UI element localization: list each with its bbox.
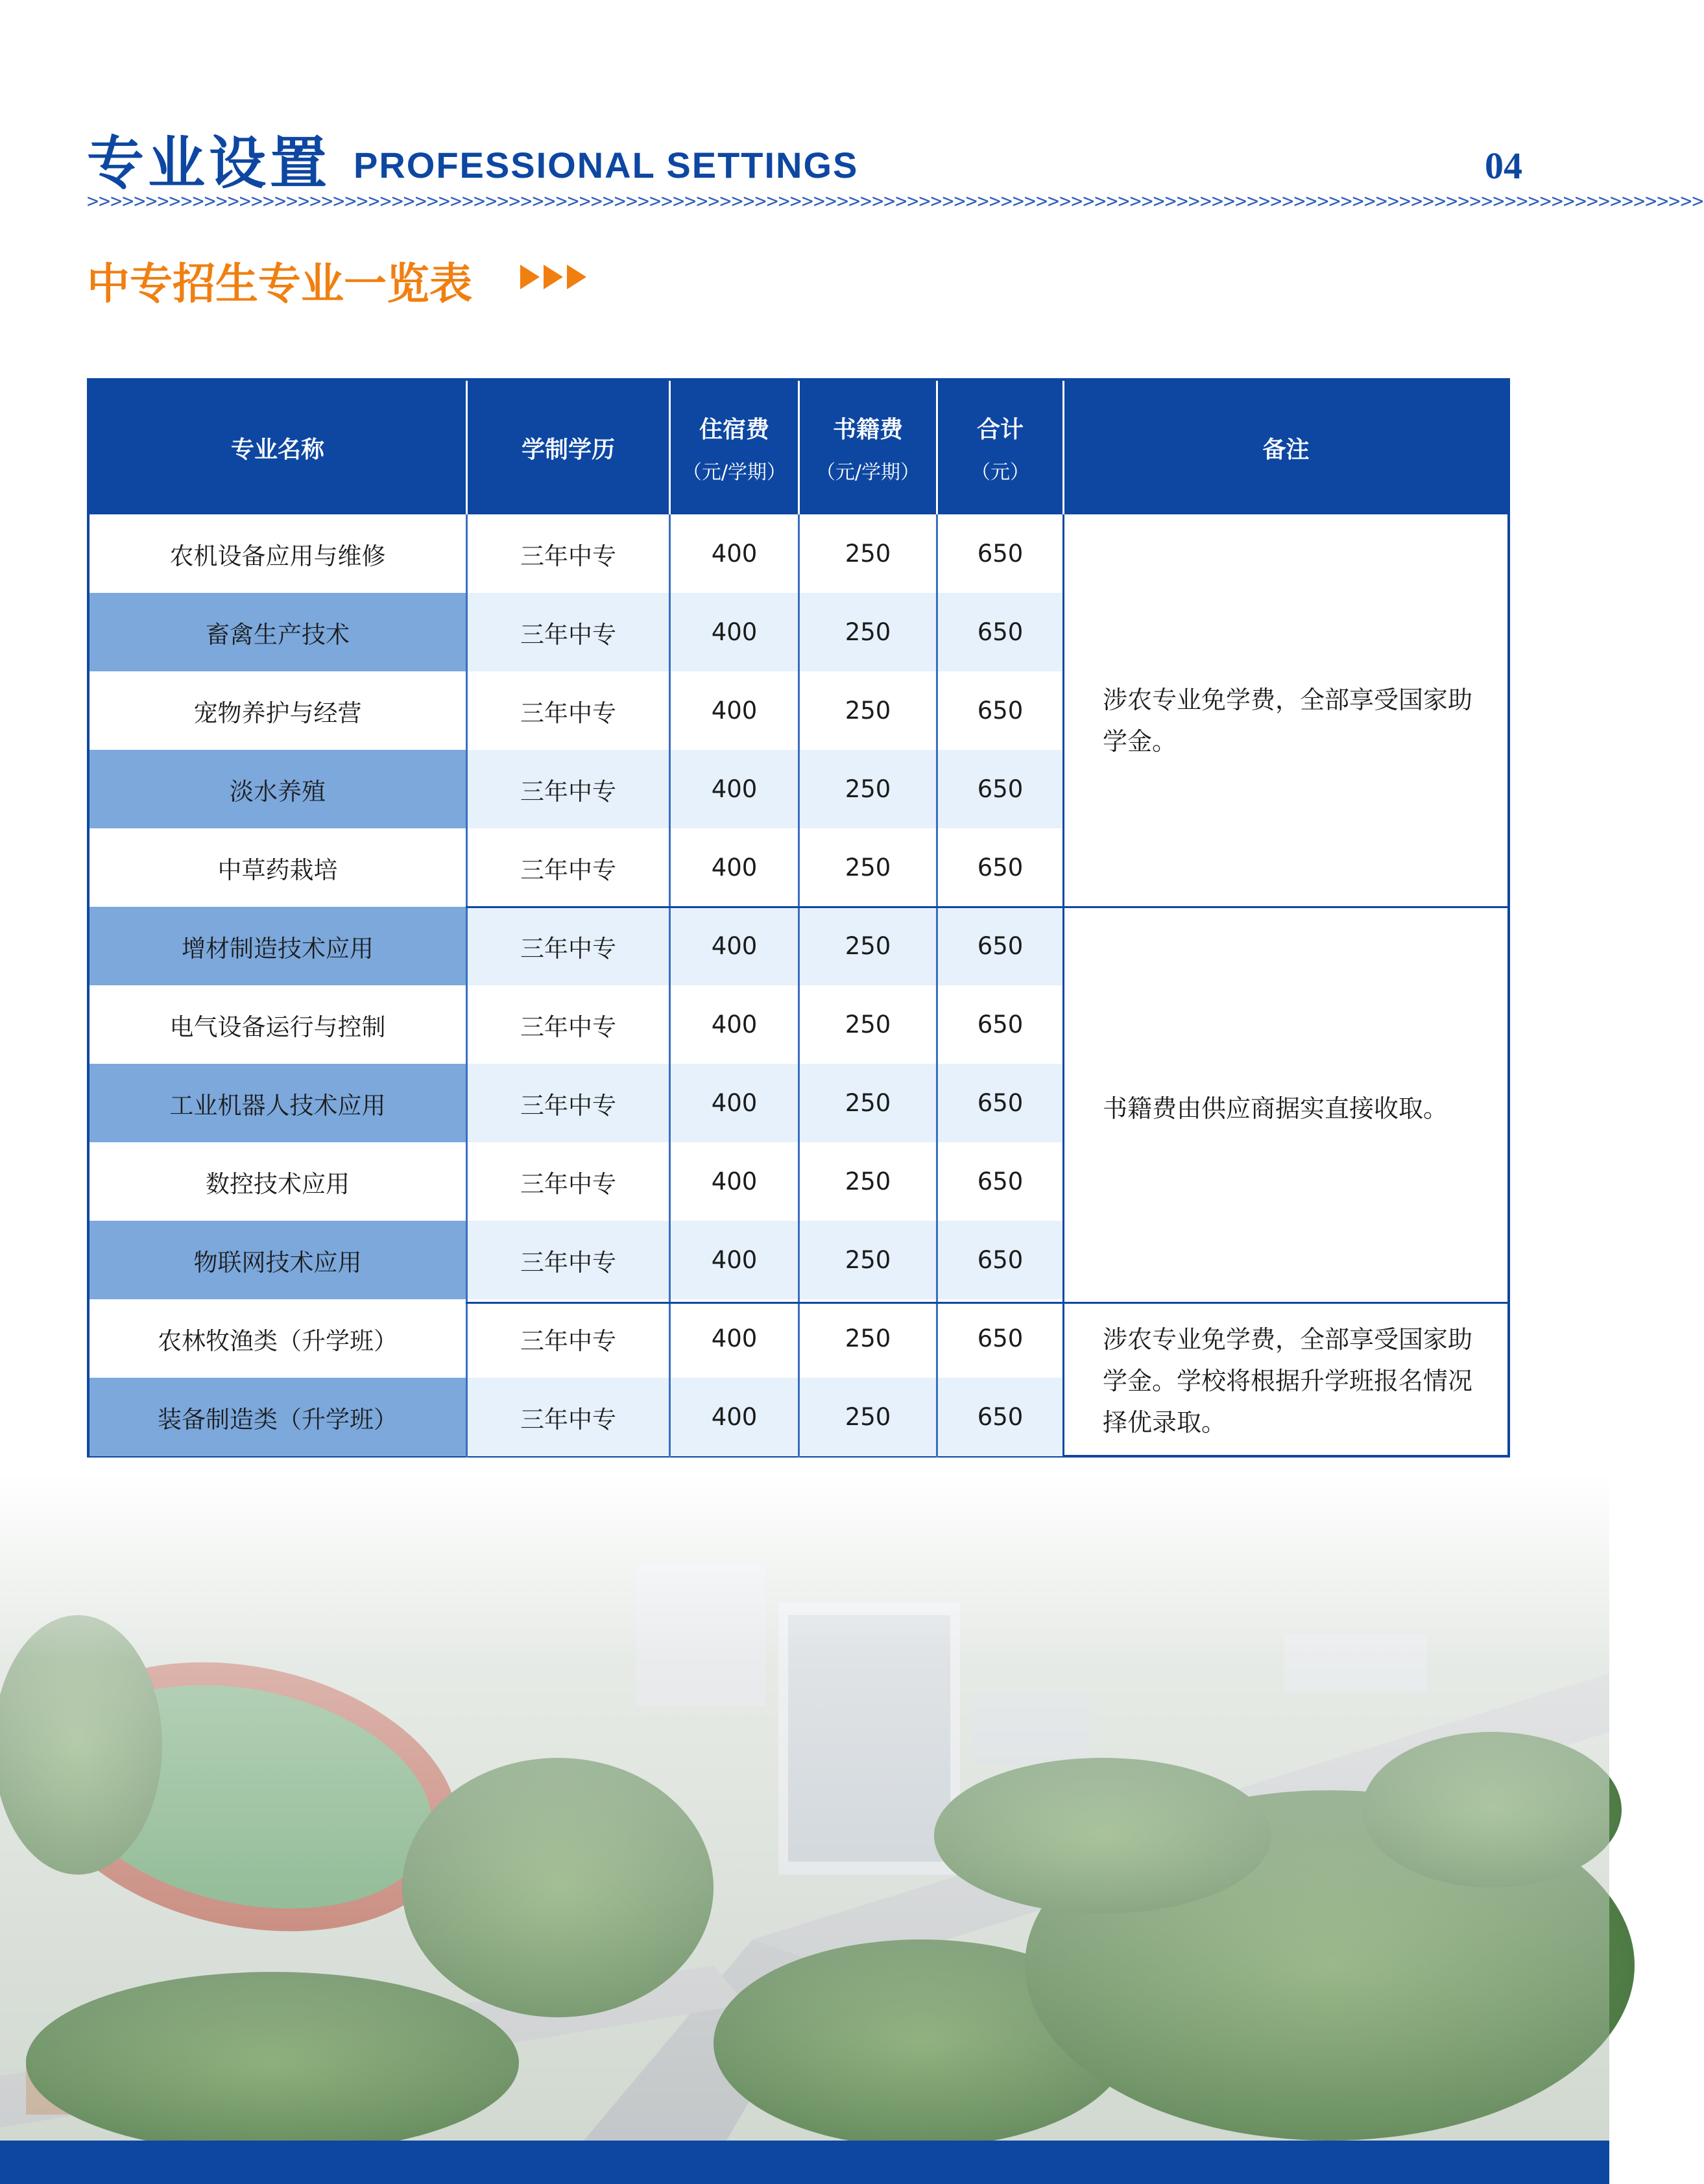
cell-books: 250	[800, 1221, 936, 1299]
cell-total: 650	[977, 1168, 1024, 1195]
note-agri: 涉农专业免学费，全部享受国家助学金。	[1103, 686, 1473, 756]
note-books: 书籍费由供应商据实直接收取。	[1103, 1094, 1448, 1123]
table-row	[90, 593, 1062, 671]
table-row	[90, 1064, 1062, 1142]
cell-accommodation: 400	[711, 1325, 758, 1352]
cell-books: 250	[845, 854, 891, 882]
cell-total: 650	[938, 1221, 1062, 1299]
table-row	[90, 907, 1062, 985]
cell-accommodation: 400	[671, 1064, 798, 1142]
cell-duration: 三年中专	[520, 1170, 616, 1198]
cell-major: 中草药栽培	[217, 856, 338, 884]
cell-books: 250	[845, 1325, 891, 1352]
cell-major: 宠物养护与经营	[193, 699, 362, 727]
cell-accommodation: 400	[671, 907, 798, 985]
cell-books: 250	[845, 540, 891, 568]
cell-books: 250	[800, 907, 936, 985]
cell-total: 650	[938, 1378, 1062, 1456]
cell-duration: 三年中专	[468, 907, 669, 985]
cell-books: 250	[800, 1064, 936, 1142]
cell-duration: 三年中专	[520, 542, 616, 570]
triple-arrow-icon	[520, 265, 586, 289]
cell-accommodation: 400	[711, 1011, 758, 1038]
cell-total: 650	[977, 1325, 1024, 1352]
header-accommodation: 住宿费 （元/学期）	[682, 416, 787, 484]
cell-accommodation: 400	[711, 1168, 758, 1195]
cell-books: 250	[845, 1011, 891, 1038]
cell-books: 250	[800, 593, 936, 671]
cell-accommodation: 400	[711, 854, 758, 882]
cell-books: 250	[845, 697, 891, 725]
note-upgrade: 涉农专业免学费，全部享受国家助学金。学校将根据升学班报名情况择优录取。	[1103, 1325, 1473, 1437]
cell-total: 650	[977, 697, 1024, 725]
header-notes: 备注	[1262, 436, 1310, 463]
table-row	[90, 985, 1062, 1064]
cell-accommodation: 400	[671, 750, 798, 828]
page-title-cn: 专业设置	[87, 130, 331, 197]
table-row	[90, 1142, 1062, 1221]
page-number: 04	[1485, 145, 1522, 187]
cell-duration: 三年中专	[468, 1064, 669, 1142]
cell-total: 650	[977, 854, 1024, 882]
cell-duration: 三年中专	[468, 593, 669, 671]
cell-major: 物联网技术应用	[90, 1221, 466, 1299]
cell-duration: 三年中专	[520, 1326, 616, 1355]
cell-total: 650	[938, 593, 1062, 671]
cell-major: 电气设备运行与控制	[169, 1013, 386, 1041]
cell-total: 650	[938, 750, 1062, 828]
cell-total: 650	[977, 1011, 1024, 1038]
page-title-en: PROFESSIONAL SETTINGS	[354, 145, 859, 186]
table-row	[90, 1221, 1062, 1299]
table-row	[90, 514, 1062, 593]
cell-duration: 三年中专	[468, 1378, 669, 1456]
cell-accommodation: 400	[711, 540, 758, 568]
cell-accommodation: 400	[671, 593, 798, 671]
table-header	[90, 381, 1507, 514]
arrow-divider: >>>>>>>>>>>>>>>>>>>>>>>>>>>>>>>>>>>>>>>>>>>>>>>>>>>>>>>>>>>>>>>>>>>>>>>>>>>>>>>>>>>>>>>>>>>>>>>>>>>>>>>>>>>>>>>>>>>>>>>>>>>>>>>>>>>>>>>>>>	[87, 190, 1704, 213]
cell-total: 650	[977, 540, 1024, 568]
cell-major: 增材制造技术应用	[90, 907, 466, 985]
cell-duration: 三年中专	[520, 1013, 616, 1041]
cell-major: 畜禽生产技术	[90, 593, 466, 671]
cell-books: 250	[800, 750, 936, 828]
cell-major: 装备制造类（升学班）	[90, 1378, 466, 1456]
cell-accommodation: 400	[671, 1378, 798, 1456]
header-major: 专业名称	[230, 436, 324, 463]
section-title: 中专招生专业一览表	[87, 259, 472, 309]
campus-aerial-image	[0, 1472, 1609, 2141]
cell-duration: 三年中专	[468, 1221, 669, 1299]
bottom-bar	[0, 2141, 1609, 2184]
table-row	[90, 750, 1062, 828]
cell-accommodation: 400	[671, 1221, 798, 1299]
cell-books: 250	[845, 1168, 891, 1195]
cell-accommodation: 400	[711, 697, 758, 725]
cell-major: 淡水养殖	[90, 750, 466, 828]
table-row	[90, 1378, 1062, 1456]
cell-major: 工业机器人技术应用	[90, 1064, 466, 1142]
header-duration: 学制学历	[521, 436, 615, 463]
cell-duration: 三年中专	[520, 699, 616, 727]
cell-total: 650	[938, 1064, 1062, 1142]
cell-duration: 三年中专	[468, 750, 669, 828]
cell-major: 农机设备应用与维修	[169, 542, 386, 570]
cell-total: 650	[938, 907, 1062, 985]
cell-duration: 三年中专	[520, 856, 616, 884]
table-row	[90, 1299, 1062, 1378]
cell-major: 农林牧渔类（升学班）	[158, 1326, 398, 1355]
header-books: 书籍费 （元/学期）	[815, 416, 920, 484]
majors-table	[87, 378, 1510, 1458]
header-total: 合计 （元）	[971, 416, 1029, 484]
table-row	[90, 671, 1062, 750]
cell-major: 数控技术应用	[206, 1170, 350, 1198]
table-row	[90, 828, 1062, 907]
cell-books: 250	[800, 1378, 936, 1456]
